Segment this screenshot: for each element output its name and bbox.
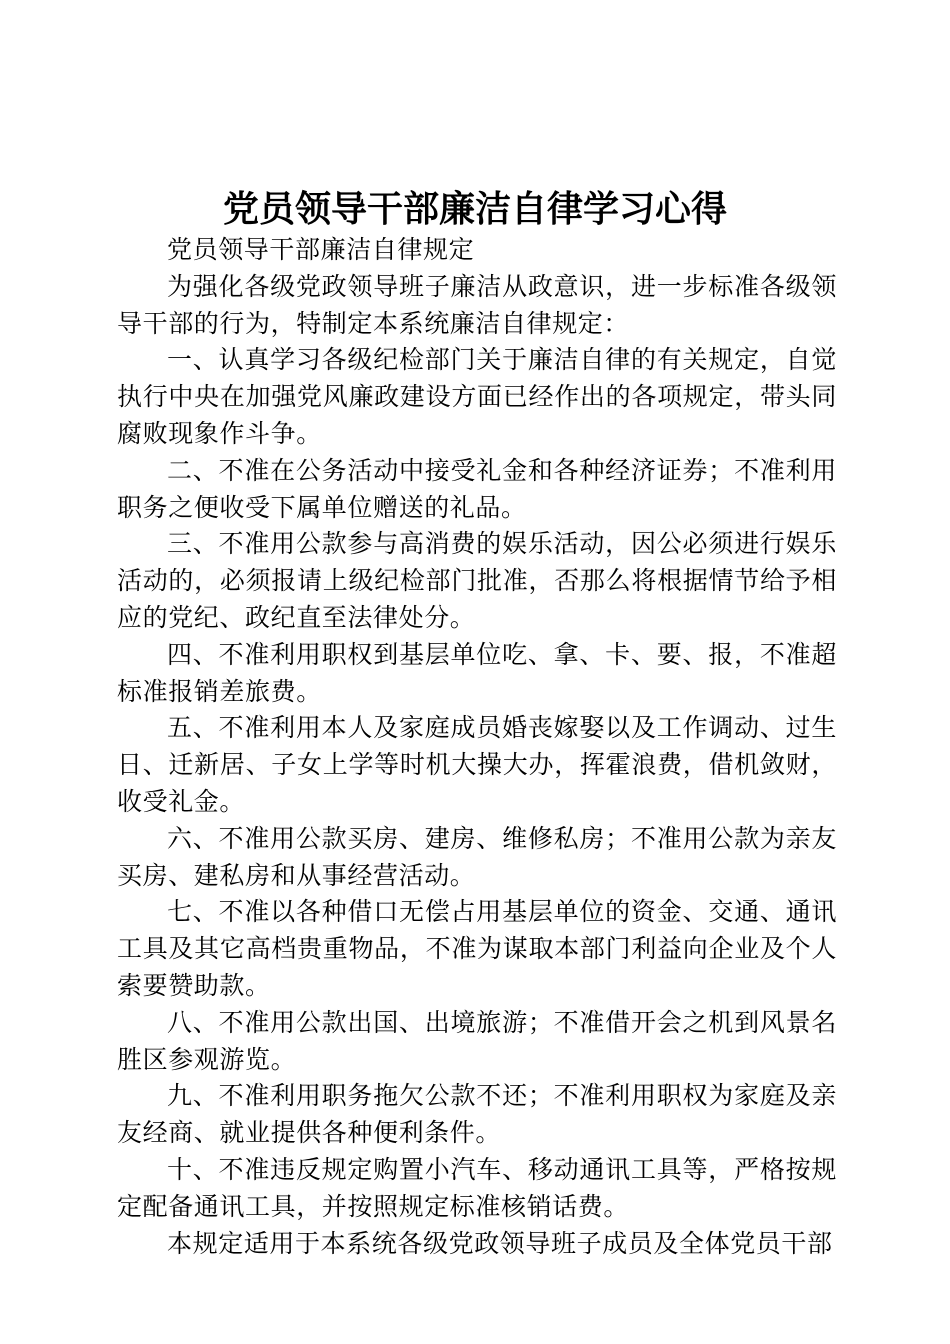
document-title: 党员领导干部廉洁自律学习心得 bbox=[222, 188, 727, 230]
document-body bbox=[117, 232, 837, 1262]
paragraph-scope: 本规定适用于本系统各级党政领导班子成员及全体党员干部 bbox=[167, 1228, 833, 1258]
paragraph-rule-10: 十、不准违反规定购置小汽车、移动通讯工具等，严格按规定配备通讯工具，并按照规定标准核销话费。 bbox=[117, 1154, 837, 1221]
paragraph-rule-5: 五、不准利用本人及家庭成员婚丧嫁娶以及工作调动、过生日、迁新居、子女上学等时机大操大办，挥霍浪费，借机敛财，收受礼金。 bbox=[117, 713, 837, 816]
paragraph-rule-3: 三、不准用公款参与高消费的娱乐活动，因公必须进行娱乐活动的，必须报请上级纪检部门批准，否那么将根据情节给予相应的党纪、政纪直至法律处分。 bbox=[117, 529, 837, 632]
paragraph-subtitle: 党员领导干部廉洁自律规定 bbox=[167, 235, 475, 264]
paragraph-rule-2: 二、不准在公务活动中接受礼金和各种经济证券；不准利用职务之便收受下属单位赠送的礼品。 bbox=[117, 455, 837, 522]
paragraph-rule-9: 九、不准利用职务拖欠公款不还；不准利用职权为家庭及亲友经商、就业提供各种便利条件。 bbox=[117, 1081, 837, 1148]
paragraph-rule-6: 六、不准用公款买房、建房、维修私房；不准用公款为亲友买房、建私房和从事经营活动。 bbox=[117, 823, 837, 890]
paragraph-rule-8: 八、不准用公款出国、出境旅游；不准借开会之机到风景名胜区参观游览。 bbox=[117, 1007, 837, 1074]
paragraph-rule-4: 四、不准利用职权到基层单位吃、拿、卡、要、报，不准超标准报销差旅费。 bbox=[117, 639, 837, 706]
paragraph-rule-1: 一、认真学习各级纪检部门关于廉洁自律的有关规定，自觉执行中央在加强党风廉政建设方面已经作出的各项规定，带头同腐败现象作斗争。 bbox=[117, 345, 837, 448]
paragraph-intro: 为强化各级党政领导班子廉洁从政意识，进一步标准各级领导干部的行为，特制定本系统廉洁自律规定： bbox=[117, 271, 837, 338]
paragraph-rule-7: 七、不准以各种借口无偿占用基层单位的资金、交通、通讯工具及其它高档贵重物品，不准为谋取本部门利益向企业及个人索要赞助款。 bbox=[117, 897, 837, 1000]
